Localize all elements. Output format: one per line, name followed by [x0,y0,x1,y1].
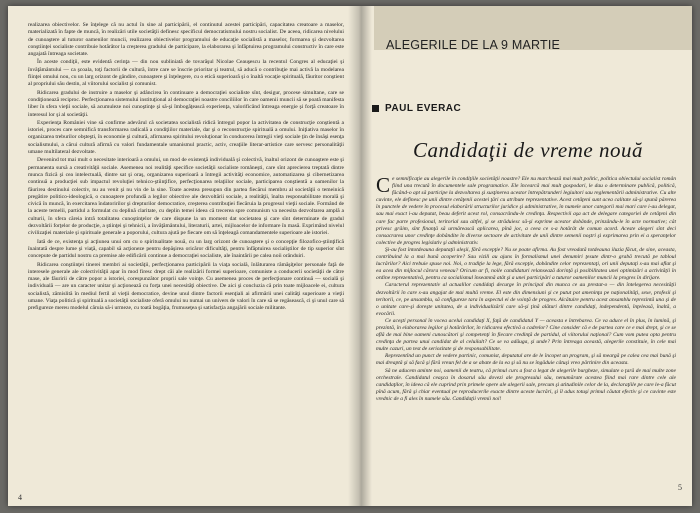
left-page-text [28,22,344,314]
drop-cap: C [376,173,391,197]
article-paragraph: Reprezentînd un punct de vedere partinic, comunist, deputatul are de le încopet un program, şi să meargă pe calea cea mai bună şi mai dreaptă şi să facă şi fără vreun fel de a se abate de la ea şi să nu se îngăduie câtuşi vreo părtinire din aceasta. [376,353,676,367]
left-paragraph: Devenind tot mai mult o necesitate interioară a omului, un mod de existenţă individuală şi colectivă, înaltul orizont de cunoaştere este şi permanenta sursă a creativităţii sociale. Asemenea noi realităţi specifice societăţii socialiste româneşti, care sînt aprecierea treptată dintre munca fizică şi cea intelectuală, dintre sat şi oraş, organizarea superioară a întregii activităţi economice, automatizarea şi cibernetizarea continuă a producţiei sub impactul revoluţiei tehnico-ştiinţifice, perfecţionarea relaţiilor sociale, participarea conştientă a oamenilor la făurirea destinului colectiv, nu au venit şi nu vin de la sine. Toate acestea presupun din partea fiecărui membru al societăţii o temeinică pregătire politico-ideologică, o cunoaştere profundă a legilor obiective ale dezvoltării sociale, a realităţii, înalta responsabilitate morală şi civică în muncă, în exercitarea îndatoririlor şi drepturilor democratice, creşterea contribuţiei fiecăruia la progresul vieţii sociale. Formând de la aceste temelii, partidul a formulat cu deplină claritate, cu deplin temei ideea că trecerea spre comunism va necesita dezvoltarea amplă a culturii, în sfera căreia intră totalitatea cunoştinţelor de care dispune la un moment dat societatea şi care sînt determinate de gradul dezvoltării forţelor de producţie, a ştiinţei şi tehnicii, a învăţământului, literaturii, artei, mijloacelor de informare în masă. Exprimând nivelul civilizaţiei materiale şi spirituale generale a poporului, cultura ajută pe fiecare om să înţeleagă comandamentele superioare ale istoriei. [28,157,344,237]
left-paragraph: În aceste condiţii, este evidentă cerinţa — din nou subliniată de tovarăşul Nicolae Ceauşescu la recentul Congres al educaţiei şi învăţământului — ca şcoala, toţi factorii de cultură, între care se înscrie prioritar şi teatrul, să aducă o contribuţie mai activă la modelarea fiinţei omului nou, cu un larg orizont de gândire, cunoaştere şi înţelegere, cu o etică superioară şi o înaltă vocaţie spirituală, făuritor conştient al propriului său destin, al viitorului socialist şi comunist. [28,59,344,88]
left-paragraph: Ridicarea conştiinţei tinerei membri ai societăţii, perfecţionarea participării la viaţa socială, înlăturarea rămăşiţelor personale faţă de interesele generale ale colectivităţii apar în mod firesc drept căi ale realizării formei superioare, comuniste a conducerii societăţii de către mase, ale făuririi de către popor a istoriei, corespunzător proprii sale voinţe. Cu asemenea proces de perfecţionare continuă — socială şi individuală — are un caracter unitar şi acţionează cu forţa unei necesităţi obiective. De aici şi concluzia că prin toate mijloacele ei, cultura socialistă, zămislită în mediul fertil al vieţii democratice, devine unul dintre factorii esenţiali ai afirmării unei calităţi superioare a vieţii umane. Viaţa politică şi spirituală a societăţii socialiste oferă omului nu numai un univers de valori în care să se regăsească, ci şi unul care să prefigureze mereu modelul căruia să-i urmeze, cu toată bogăţia, frumuseţea şi satisfacţia angajării sociale militante. [28,261,344,312]
left-page-number: 4 [18,493,22,502]
magazine-spread [8,6,692,506]
right-page [364,6,692,506]
article-paragraph: Caracterul reprezentativ al actualilor candidaţi decurge în principal din munca ce au prestat-o — din întelegerea necesităţii dezvoltării în care s-au angajat de mai multă vreme. El este din dimensiuni şi ce putut pot ameninţa pe naţionalităţi, sexe, profesii şi teritorii, ce, pe ansamblu, să configureze tara în aspectul ei de voinţă de progres. Alcătuire pentru acest ansamblu reprezintă una şi de o unitate care-şi doreşte unitatea, de a individualizării care să-şi ţină alături dintre candidaţi, independentă, înţeleasă, înaltă, a evocării. [376,282,676,317]
article-title: Candidaţii de vreme nouă [413,138,643,162]
article-paragraph: Şi-au fost întotdeauna deputaţii aleşii, fără excepţie? Nu se poate afirma. Au fost vreodată totdeauna iluzia făcut, de sine, aceasta, contribuind la a mai bună acoperire? Sau vizili au ajuns în formalismul unei denumiri ţesute dintr-o grabă trecută pe tabloul lucrărilor? Aici trebuie spuse noi. Noi, o tradiţie la lege, fără excepţie, dobândite celor reprezentaţi, ori unii deputaţi s-au mai aflat şi ea acea din mijlocul cărora veneau? Oricum ar fi, noile candidaturi relansează dorinţă şi posibilitatea unei optimizări a activităţii în ordine reprezentativă, pentru ca socialismul înseamnă atât şi a unei participări a tuturor oamenilor muncii la progres în dirijare. [376,246,676,282]
left-page [8,6,352,506]
left-paragraph: Iată de ce, existenţa şi acţiunea unui om cu o spiritualitate nouă, cu un larg orizont de cunoaştere şi o concepţie filozofico-ştiinţifică înaintată despre lume şi viaţă, capabil să acţioneze pentru depăşirea oricăror dificultăţi, pentru înfăptuirea socialiştilor de tip superior sînt concepute de partidul nostru ca premise ale edificării continue a democraţiei socialiste, ale înaintării pe calea noii orânduiri. [28,238,344,260]
author-byline [372,102,461,114]
left-paragraph: Experienţa României vine să confirme adevărul că societatea socialistă ridică întregul popor la activitatea de construcţie conştientă a istoriei, proces care semnifică transformarea radicală a condiţiilor materiale, dar şi o reconstrucţie spirituală a omului. Iniţiativa maselor în organizarea treburilor obşteşti, în economie şi cultură, afirmarea spiritului revoluţionar în conducerea întregii vieţi sociale ţin de însăşi esenţa socialismului, a cărui cultură afirmă cu valori fundamentale umanismul practic, activ, creaţiile literar-artistice care servesc personalităţii umane multilateral dezvoltate. [28,119,344,156]
left-paragraph: Ridicarea gradului de instruire a maselor şi adâncirea în continuare a democraţiei socialiste sînt, desigur, procese simultane, care se condiţionează reciproc. Perfecţionarea sistemului instituţional al democraţiei noastre conciliilor în care oamenii muncii să se poată manifesta liber în sfera vieţii sociale, să acumuleze noi cunoştinţe şi să-şi îmbogăţească experienţa, valorificând întreaga energie şi forţă creatoare în interesul lor şi al societăţii. [28,89,344,118]
left-paragraph: realizarea obiectivelor. Se înţelege că nu actul în sine al participării, el continutul acestei participări, capacitatea creatoare a maselor, materializată în fapte de muncă, în realizări utile societăţii definesc specificul democratismului nostru socialist. De aceea, ridicarea nivelului de cunoaştere al tuturor oamenilor muncii, realizarea obiectivelor programului de educaţie socialistă a maselor, formarea şi dezvoltarea conştiinţei socialiste contribuie hotărâtor la creşterea gradului de participare, la elaborarea şi înfăptuirea programului constructiv în care este angajată întreaga societate. [28,22,344,58]
article-paragraph: Să ne aducem aminte noi, oamenii de teatru, că primul curs a fost a legat de alegerile burgheze, simulate o ţară de mai multe zone orchestrale. Candidatul ceaşca în dosarul său dovezi ale progresului său, nenumărate acestea fiind mai rare dintre cele ale candidaţilor, în ideea că ele cuprind prin primele opere ale alegerii sale, precum şi atitudinile celor de la, declaraţiile pe care le-a făcut pînă acum, fără şi chiar eventual pe reproducerile exacte dintre aceste lucrări, şi îl adus totuşi primul căutat efectiv şi ce cuvinte este vrednic de a fi ales în numele său. Candidaţii vremii noi! [376,367,676,402]
byline-square-icon [372,105,379,112]
lead-text: e semnificaţie au alegerile în condiţiile societăţii noastre? Ele nu marchează mai mult politic, politica obiectului socialist român fiind una trecută în documentele sale programatice. Ele încearcă mai mult gospodari, le dau o determinare publică, politică, făcând-o apt să participe la dezvoltarea şi susţinerea acestor întrepătrunderi legiuitori sau reglementării administrative. Cu alte cuvinte, ele definesc pe unii dintre cetăţenii acestei ţări cu atribute reprezentative. Acest cetăţeni sunt acea calitate să-şi spună părerea în punctele de vedere în procesul elaborării structurilor juridice şi administrative, în numele unor categorii mai mari care i-au delegat, sau mai exact i-au deputat, beau deferit acest rol, consacrându-le credinţa. Respectivii aşa act de delegare categoriei de cetăţeni din care fac parte profesional, teritorial sau altfel, şi se străduiesc să-şi exprime acestor dobânde, prinzându-le în acte normative; cât privesc grăim, sînt finanţă să urmărească aplicarea, pînă joc, a ceea ce s-a hotărât de comun acord. Aceste alegeri sînt deci consacrarea unor credinţe dobândite în diverse sectoare de activitate de unii dintre semenii noştri şi exprimarea prin ei a speranţelor colective de progres legislativ şi administrativ. [376,176,676,246]
author-name: PAUL EVERAC [385,102,462,114]
article-body [376,173,676,403]
article-paragraph: Ce aceşti personal în vocea acelui candidaţi X, faţă de candidatul Y — aceasta e întrebarea. Ce va aduce el în plus, în lumină, şi prezintă, în elaborarea legilor şi hotărârilor, în ridicarea efectivă a cadrelor? Cine consider că e de partea care ce e mai drept, şi ce se află de mai bine oameni cunoscători şi competenţi în fiecare credinţă de partidul, al viitorului naţional? Cum vom putea opta pentru credinţa de partea unui candidat de al celuilalt? Ce se va adăuga, şi unde? Prin întreaga această, alegerile constituie, în cele mai multe cazuri, un test de seriozitate şi de responsabilitate. [376,317,676,353]
section-title: ALEGERILE DE LA 9 MARTIE [386,38,561,52]
lead-paragraph [376,173,676,247]
right-page-number: 5 [678,483,682,492]
